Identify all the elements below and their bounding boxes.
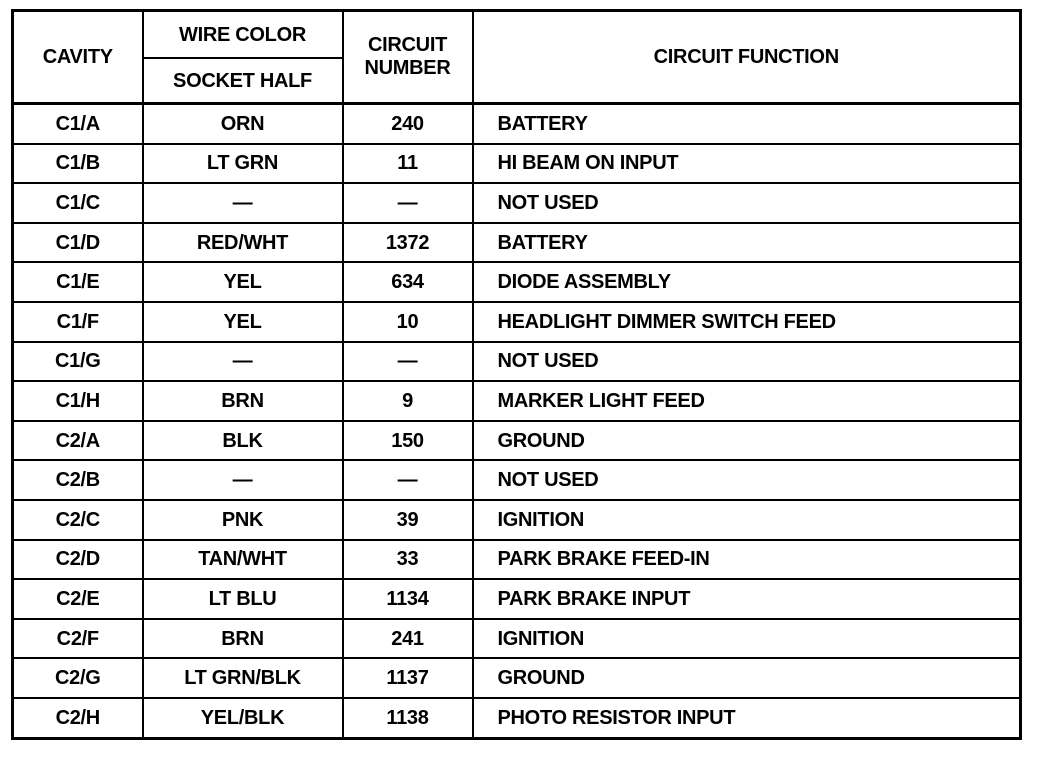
wire-color-cell: — <box>143 342 343 382</box>
table-body <box>13 104 1021 739</box>
circuit-function-cell: PHOTO RESISTOR INPUT <box>473 698 1021 738</box>
circuit-function-cell: HI BEAM ON INPUT <box>473 144 1021 184</box>
circuit-function-cell: NOT USED <box>473 342 1021 382</box>
wire-color-cell: BLK <box>143 421 343 461</box>
cavity-cell: C2/D <box>13 540 143 580</box>
circuit-number-cell: 1138 <box>343 698 473 738</box>
circuit-function-cell: PARK BRAKE INPUT <box>473 579 1021 619</box>
circuit-function-cell: GROUND <box>473 421 1021 461</box>
circuit-number-cell: — <box>343 183 473 223</box>
cavity-cell: C1/D <box>13 223 143 263</box>
wire-color-cell: RED/WHT <box>143 223 343 263</box>
circuit-number-cell: 1372 <box>343 223 473 263</box>
cavity-cell: C1/C <box>13 183 143 223</box>
circuit-number-cell: — <box>343 342 473 382</box>
cavity-cell: C1/B <box>13 144 143 184</box>
table-row <box>13 421 1021 461</box>
circuit-number-column-header <box>343 11 473 104</box>
table-row <box>13 619 1021 659</box>
circuit-number-cell: 241 <box>343 619 473 659</box>
wire-color-cell: LT BLU <box>143 579 343 619</box>
circuit-number-cell: 10 <box>343 302 473 342</box>
wire-color-cell: PNK <box>143 500 343 540</box>
circuit-function-cell: NOT USED <box>473 460 1021 500</box>
circuit-function-cell: IGNITION <box>473 619 1021 659</box>
circuit-number-cell: — <box>343 460 473 500</box>
wire-color-cell: — <box>143 183 343 223</box>
table-row <box>13 302 1021 342</box>
wire-color-cell: TAN/WHT <box>143 540 343 580</box>
cavity-cell: C2/H <box>13 698 143 738</box>
table-row <box>13 698 1021 738</box>
table-row <box>13 460 1021 500</box>
circuit-function-cell: DIODE ASSEMBLY <box>473 262 1021 302</box>
wire-color-cell: ORN <box>143 104 343 144</box>
table-row <box>13 104 1021 144</box>
wire-color-cell: YEL/BLK <box>143 698 343 738</box>
wire-color-cell: — <box>143 460 343 500</box>
wire-color-cell: LT GRN <box>143 144 343 184</box>
circuit-function-cell: PARK BRAKE FEED-IN <box>473 540 1021 580</box>
circuit-function-cell: GROUND <box>473 658 1021 698</box>
table-row <box>13 381 1021 421</box>
socket-half-subheader: SOCKET HALF <box>143 58 343 104</box>
cavity-cell: C2/F <box>13 619 143 659</box>
cavity-cell: C2/G <box>13 658 143 698</box>
circuit-function-cell: NOT USED <box>473 183 1021 223</box>
table-row <box>13 500 1021 540</box>
cavity-cell: C1/F <box>13 302 143 342</box>
cavity-cell: C1/E <box>13 262 143 302</box>
wire-color-cell: YEL <box>143 302 343 342</box>
circuit-function-cell: BATTERY <box>473 104 1021 144</box>
connector-pinout-table <box>11 9 1022 740</box>
circuit-function-cell: MARKER LIGHT FEED <box>473 381 1021 421</box>
table-row <box>13 579 1021 619</box>
header-row-top <box>13 11 1021 59</box>
cavity-cell: C2/A <box>13 421 143 461</box>
circuit-number-cell: 11 <box>343 144 473 184</box>
circuit-function-cell: HEADLIGHT DIMMER SWITCH FEED <box>473 302 1021 342</box>
circuit-number-cell: 150 <box>343 421 473 461</box>
circuit-header-line: CIRCUIT <box>367 34 447 56</box>
table-row <box>13 223 1021 263</box>
cavity-cell: C2/B <box>13 460 143 500</box>
circuit-number-cell: 240 <box>343 104 473 144</box>
circuit-number-cell: 1137 <box>343 658 473 698</box>
circuit-number-cell: 1134 <box>343 579 473 619</box>
table-header <box>13 11 1021 104</box>
cavity-cell: C1/H <box>13 381 143 421</box>
table-row <box>13 540 1021 580</box>
wire-color-cell: LT GRN/BLK <box>143 658 343 698</box>
wire-color-cell: YEL <box>143 262 343 302</box>
wire-color-cell: BRN <box>143 381 343 421</box>
wire-color-column-header: WIRE COLOR <box>143 11 343 59</box>
circuit-function-column-header: CIRCUIT FUNCTION <box>473 11 1021 104</box>
cavity-cell: C2/E <box>13 579 143 619</box>
table-row <box>13 262 1021 302</box>
number-header-line: NUMBER <box>364 57 451 79</box>
table-row <box>13 658 1021 698</box>
table-row <box>13 144 1021 184</box>
circuit-number-cell: 634 <box>343 262 473 302</box>
wire-color-cell: BRN <box>143 619 343 659</box>
circuit-number-cell: 33 <box>343 540 473 580</box>
table-row <box>13 183 1021 223</box>
circuit-number-cell: 9 <box>343 381 473 421</box>
circuit-function-cell: BATTERY <box>473 223 1021 263</box>
cavity-cell: C1/G <box>13 342 143 382</box>
cavity-cell: C1/A <box>13 104 143 144</box>
cavity-cell: C2/C <box>13 500 143 540</box>
table-row <box>13 342 1021 382</box>
circuit-function-cell: IGNITION <box>473 500 1021 540</box>
circuit-number-cell: 39 <box>343 500 473 540</box>
cavity-column-header: CAVITY <box>13 11 143 104</box>
